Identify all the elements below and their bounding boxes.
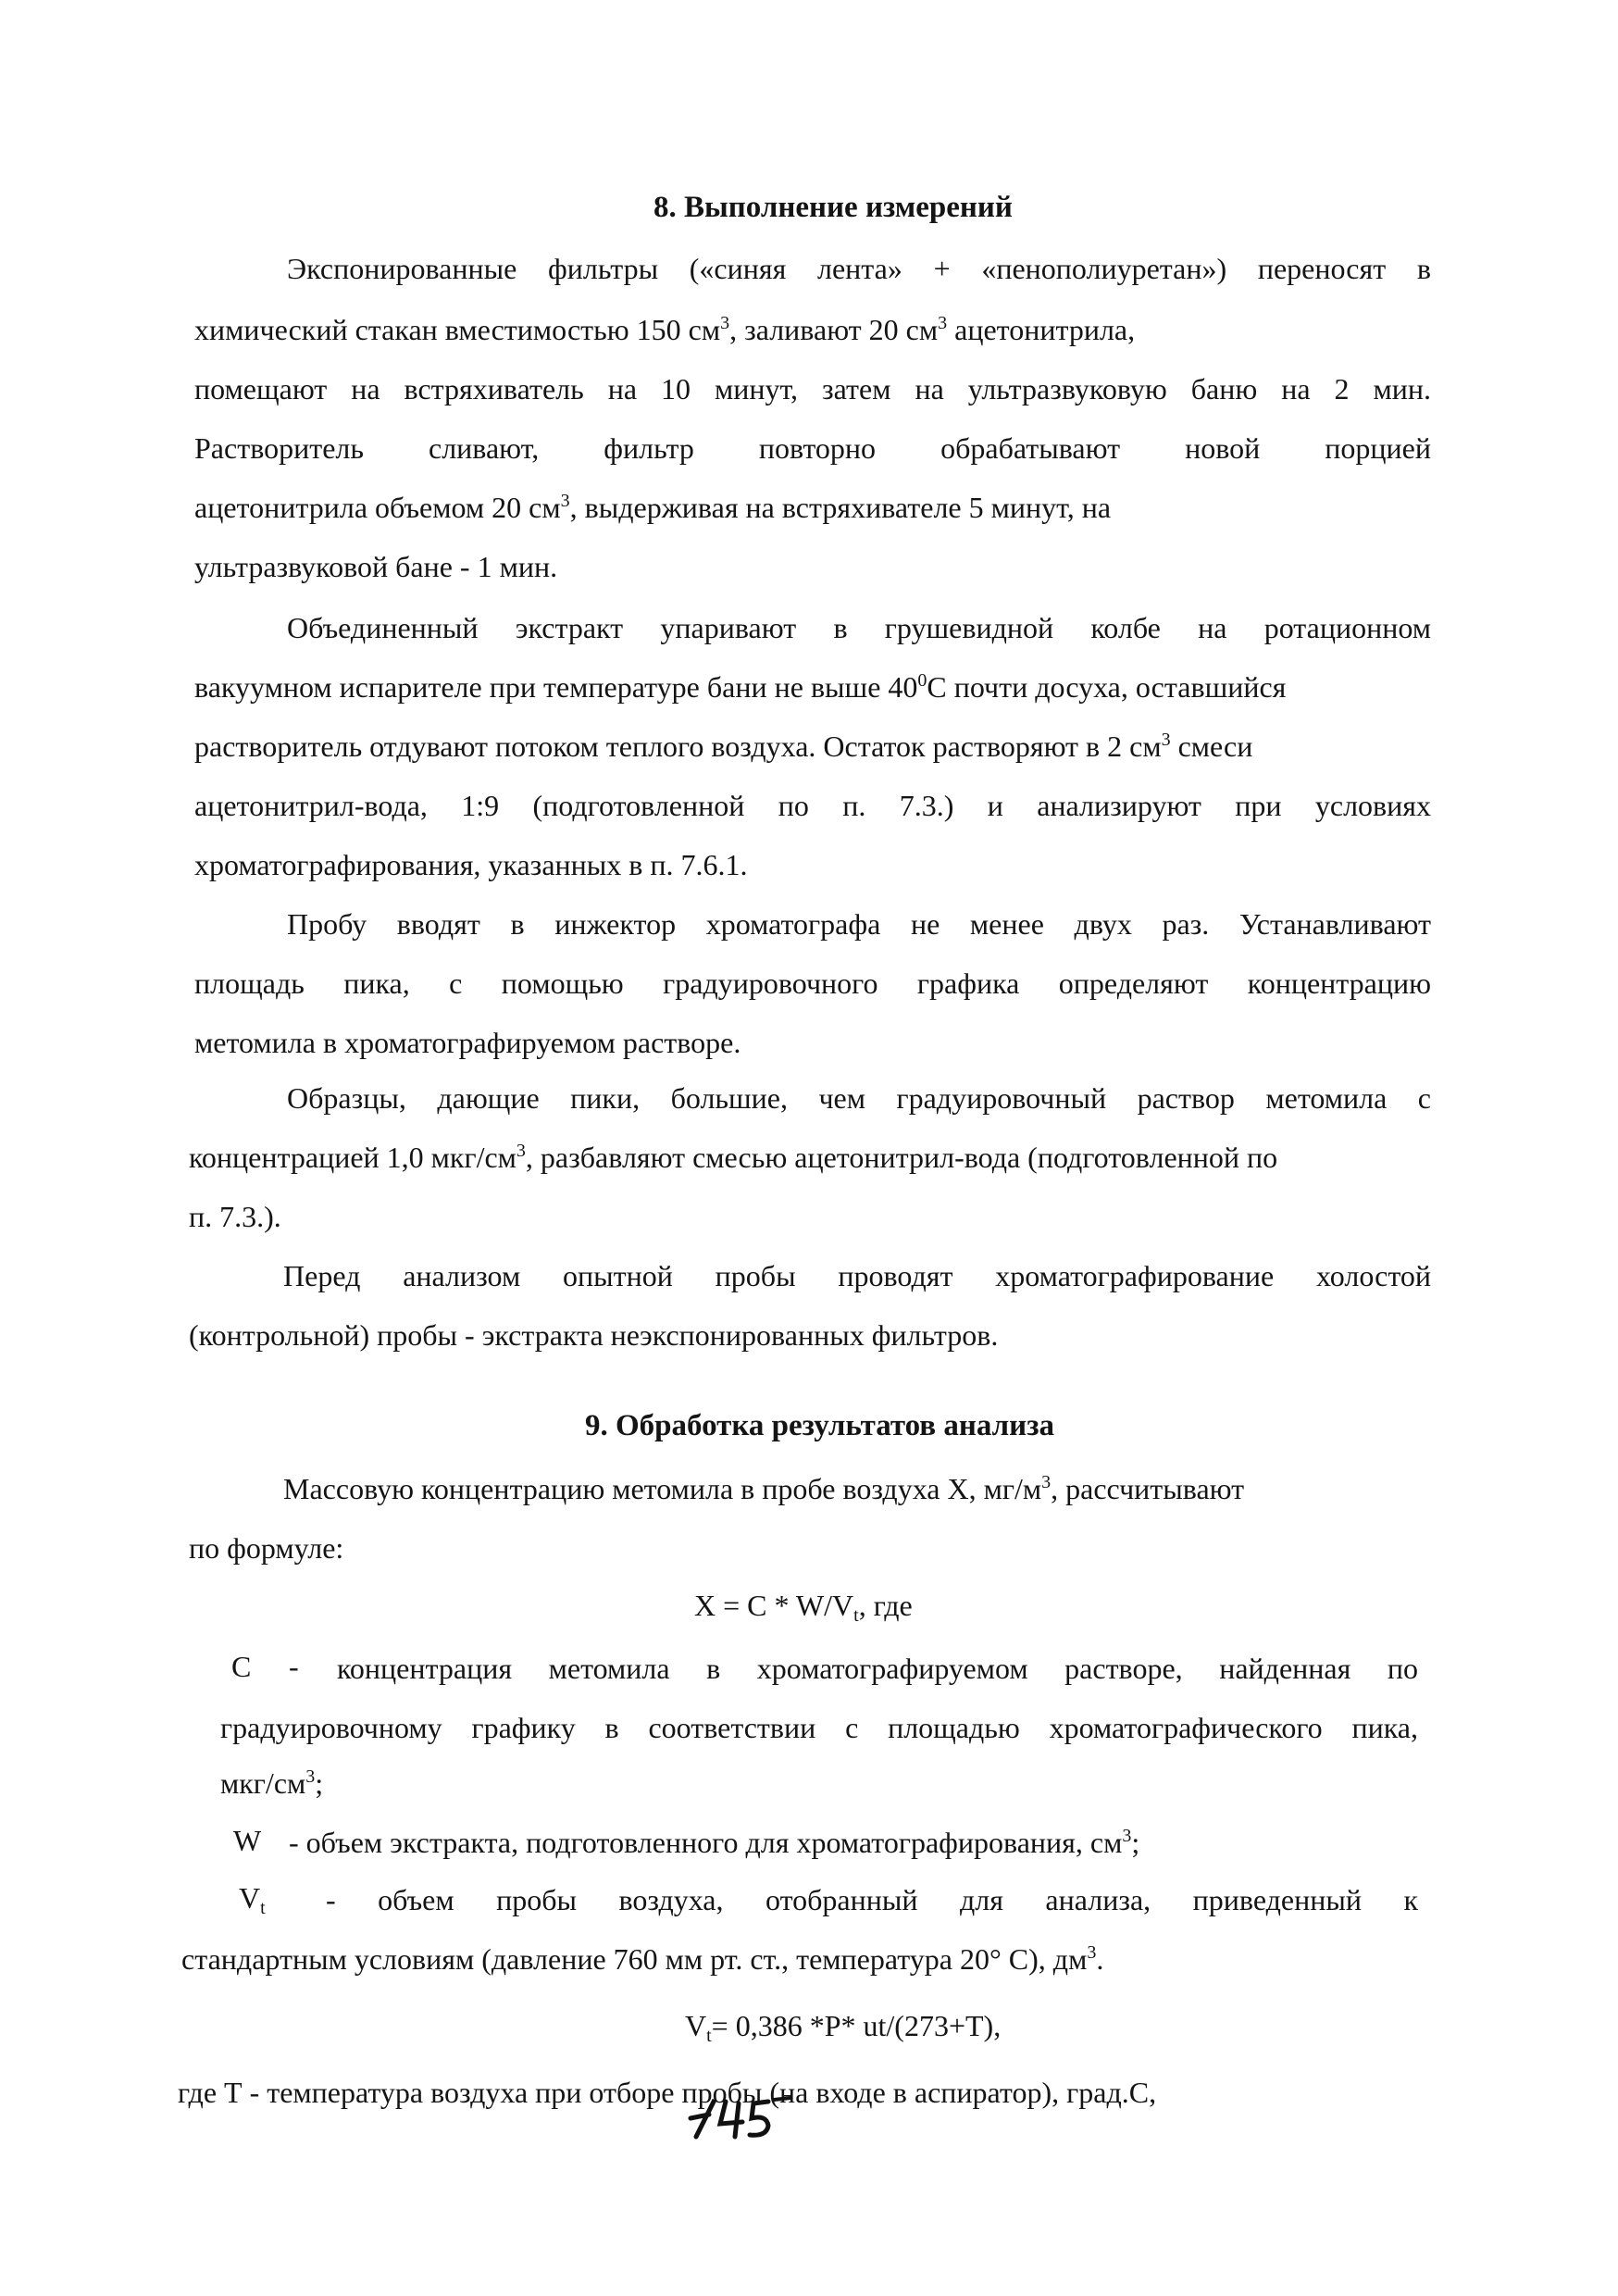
text-line (194, 668, 1431, 705)
text-line (194, 728, 1431, 765)
text-segment: растворитель отдувают потоком теплого воздуха. Остаток растворяют в 2 см (194, 730, 1162, 763)
text-segment: вакуумном испарителе при температуре бани не выше 40 (194, 670, 918, 704)
text-segment: ; (1131, 1826, 1140, 1859)
superscript: 3 (720, 313, 730, 333)
text-line: Объединенный экстракт упаривают в грушевидной колбе на ротационном (287, 611, 1431, 644)
subscript: t (260, 1898, 266, 1918)
formula-x (694, 1589, 913, 1626)
text-segment: ацетонитрила, (947, 313, 1136, 346)
superscript: 3 (938, 313, 948, 333)
text-segment: мкг/см (220, 1766, 306, 1800)
text-line: (контрольной) пробы - экстракта неэкспонированных фильтров. (189, 1318, 999, 1352)
text-segment: С почти досуха, оставшийся (927, 670, 1287, 704)
superscript: 3 (1087, 1942, 1097, 1963)
text-line: Перед анализом опытной пробы проводят хроматографирование холостой (283, 1259, 1431, 1292)
text-line (283, 1470, 1431, 1507)
text-line: метомила в хроматографируемом растворе. (194, 1026, 741, 1059)
symbol-w: W (233, 1824, 262, 1857)
superscript: 3 (305, 1766, 316, 1787)
text-line (194, 311, 1431, 348)
text-segment: - объем экстракта, подготовленного для хроматографирования, см (289, 1826, 1123, 1859)
superscript: 3 (1161, 730, 1171, 750)
text-line: Экспонированные фильтры («синяя лента» + «пенополиуретан») переносят в (287, 252, 1431, 285)
text-line: хроматографирования, указанных в п. 7.6.1. (194, 848, 748, 881)
text-line (289, 1824, 1418, 1861)
symbol-text: V (239, 1881, 261, 1915)
text-line: Растворитель сливают, фильтр повторно обрабатывают новой порцией (194, 431, 1431, 465)
superscript: 3 (560, 491, 570, 511)
text-line: площадь пика, с помощью градуировочного графика определяют концентрацию (194, 967, 1431, 1000)
text-line: градуировочному графику в соответствии с площадью хроматографического пика, (220, 1711, 1418, 1744)
page-number-drawing (683, 2090, 794, 2142)
superscript: 3 (1122, 1826, 1132, 1846)
text-line: ацетонитрил-вода, 1:9 (подготовленной по п. 7.3.) и анализируют при условиях (194, 789, 1431, 822)
text-segment: химический стакан вместимостью 150 см (194, 313, 721, 346)
text-segment: ацетонитрила объемом 20 см (194, 491, 561, 524)
text-segment: Массовую концентрацию метомила в пробе воздуха X, мг/м (283, 1472, 1042, 1505)
text-segment: ; (315, 1766, 324, 1800)
handwritten-page-number (683, 2090, 794, 2142)
text-line (189, 1139, 1431, 1176)
subscript: t (853, 1605, 859, 1626)
symbol-c: C (231, 1650, 252, 1683)
superscript: 0 (917, 670, 927, 691)
formula-vt (685, 2009, 1002, 2046)
text-line (220, 1765, 323, 1802)
subscript: t (706, 2026, 712, 2046)
symbol-dash: - (289, 1650, 299, 1683)
text-line: - объем пробы воздуха, отобранный для анализа, приведенный к (326, 1883, 1418, 1916)
text-segment: , выдерживая на встряхивателе 5 минут, на (569, 491, 1112, 524)
text-line: ультразвуковой бане - 1 мин. (194, 550, 558, 583)
text-line: Образцы, дающие пики, большие, чем градуировочный раствор метомила с (287, 1081, 1431, 1115)
section-8-heading: 8. Выполнение измерений (653, 191, 1013, 224)
symbol-v (239, 1881, 266, 1918)
text-segment: концентрацией 1,0 мкг/см (189, 1141, 517, 1174)
section-9-heading: 9. Обработка результатов анализа (585, 1409, 1054, 1442)
text-segment: смеси (1170, 730, 1253, 763)
formula-text: V (685, 2009, 707, 2042)
superscript: 3 (516, 1141, 526, 1161)
text-line: где Т - температура воздуха при отборе пробы (на входе в аспиратор), град.С, (178, 2076, 1157, 2109)
formula-text: , где (858, 1589, 913, 1622)
text-segment: стандартным условиям (давление 760 мм рт. ст., температура 20° С), дм (181, 1942, 1088, 1976)
text-line: по формуле: (189, 1531, 344, 1565)
text-segment: , заливают 20 см (729, 313, 939, 346)
text-line: помещают на встряхиватель на 10 минут, затем на ультразвуковую баню на 2 мин. (194, 372, 1431, 406)
text-line (181, 1940, 1103, 1978)
formula-text: = 0,386 *P* ut/(273+T), (711, 2009, 1002, 2042)
text-line (194, 489, 1431, 526)
text-segment: . (1096, 1942, 1104, 1976)
text-segment: , рассчитывают (1051, 1472, 1245, 1505)
text-line: п. 7.3.). (189, 1200, 281, 1233)
text-line: Пробу вводят в инжектор хроматографа не менее двух раз. Устанавливают (287, 907, 1431, 941)
text-segment: , разбавляют смесью ацетонитрил-вода (подготовленной по (525, 1141, 1278, 1174)
formula-text: X = C * W/V (694, 1589, 854, 1622)
text-line: концентрация метомила в хроматографируемом растворе, найденная по (337, 1652, 1418, 1685)
superscript: 3 (1041, 1472, 1052, 1492)
